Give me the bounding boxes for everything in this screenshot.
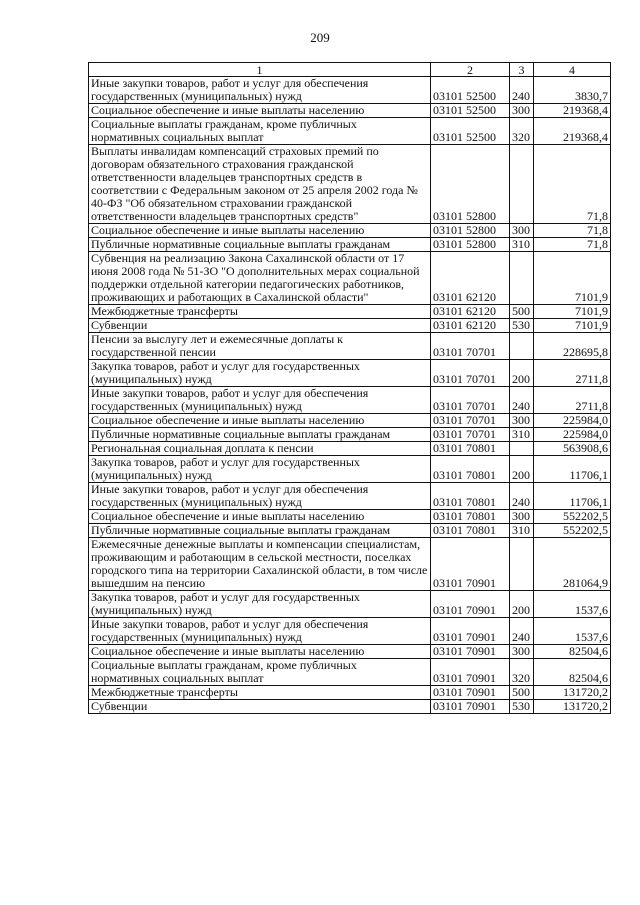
table-row [89, 414, 611, 428]
row-amount-cell: 11706,1 [534, 483, 611, 510]
table-row [89, 591, 611, 618]
row-amount-cell: 225984,0 [534, 428, 611, 442]
row-amount-cell: 71,8 [534, 238, 611, 252]
row-amount-cell: 131720,2 [534, 686, 611, 700]
row-expense-type-cell: 500 [510, 686, 534, 700]
row-code-cell: 03101 70901 [431, 591, 510, 618]
row-name-cell: Закупка товаров, работ и услуг для государственных (муниципальных) нужд [89, 360, 431, 387]
table-body [89, 77, 611, 714]
row-code-cell: 03101 70901 [431, 659, 510, 686]
row-name-cell: Публичные нормативные социальные выплаты гражданам [89, 524, 431, 538]
row-expense-type-cell: 500 [510, 305, 534, 319]
table-header-row [89, 63, 611, 77]
row-code-cell: 03101 70801 [431, 442, 510, 456]
row-expense-type-cell: 200 [510, 456, 534, 483]
table-row [89, 618, 611, 645]
row-expense-type-cell: 530 [510, 700, 534, 714]
column-header-2: 2 [431, 63, 510, 77]
row-expense-type-cell: 240 [510, 483, 534, 510]
row-code-cell: 03101 70901 [431, 538, 510, 591]
row-name-cell: Социальное обеспечение и иные выплаты населению [89, 224, 431, 238]
row-amount-cell: 1537,6 [534, 591, 611, 618]
row-amount-cell: 71,8 [534, 145, 611, 224]
row-expense-type-cell: 240 [510, 77, 534, 104]
row-expense-type-cell: 200 [510, 591, 534, 618]
row-code-cell: 03101 52800 [431, 145, 510, 224]
row-code-cell: 03101 62120 [431, 252, 510, 305]
row-amount-cell: 3830,7 [534, 77, 611, 104]
table-row [89, 659, 611, 686]
row-amount-cell: 7101,9 [534, 319, 611, 333]
row-name-cell: Выплаты инвалидам компенсаций страховых премий по договорам обязательного страхования гражданской ответственности владельцев транспортных средств в соответствии с Федеральным законом от 25 апреля 2002 года № 40-ФЗ "Об обязательном страховании гражданской ответственности владельцев транспортных средств" [89, 145, 431, 224]
row-expense-type-cell: 200 [510, 360, 534, 387]
table-row [89, 510, 611, 524]
row-code-cell: 03101 70701 [431, 414, 510, 428]
row-name-cell: Иные закупки товаров, работ и услуг для обеспечения государственных (муниципальных) нужд [89, 77, 431, 104]
row-amount-cell: 2711,8 [534, 360, 611, 387]
row-amount-cell: 11706,1 [534, 456, 611, 483]
row-amount-cell: 131720,2 [534, 700, 611, 714]
row-expense-type-cell: 300 [510, 224, 534, 238]
row-amount-cell: 228695,8 [534, 333, 611, 360]
row-code-cell: 03101 70801 [431, 483, 510, 510]
row-expense-type-cell: 320 [510, 659, 534, 686]
table-row [89, 333, 611, 360]
row-name-cell: Пенсии за выслугу лет и ежемесячные доплаты к государственной пенсии [89, 333, 431, 360]
row-name-cell: Региональная социальная доплата к пенсии [89, 442, 431, 456]
table-row [89, 77, 611, 104]
row-name-cell: Иные закупки товаров, работ и услуг для обеспечения государственных (муниципальных) нужд [89, 387, 431, 414]
row-name-cell: Закупка товаров, работ и услуг для государственных (муниципальных) нужд [89, 456, 431, 483]
column-header-4: 4 [534, 63, 611, 77]
row-expense-type-cell: 300 [510, 510, 534, 524]
row-code-cell: 03101 70801 [431, 456, 510, 483]
row-expense-type-cell [510, 145, 534, 224]
row-amount-cell: 7101,9 [534, 305, 611, 319]
row-code-cell: 03101 52500 [431, 104, 510, 118]
row-name-cell: Социальное обеспечение и иные выплаты населению [89, 510, 431, 524]
row-amount-cell: 7101,9 [534, 252, 611, 305]
row-amount-cell: 552202,5 [534, 524, 611, 538]
table-row [89, 305, 611, 319]
table-row [89, 456, 611, 483]
row-expense-type-cell [510, 333, 534, 360]
row-code-cell: 03101 70901 [431, 645, 510, 659]
row-code-cell: 03101 52500 [431, 77, 510, 104]
row-expense-type-cell: 300 [510, 104, 534, 118]
row-expense-type-cell: 310 [510, 238, 534, 252]
row-name-cell: Социальные выплаты гражданам, кроме публичных нормативных социальных выплат [89, 118, 431, 145]
row-name-cell: Иные закупки товаров, работ и услуг для обеспечения государственных (муниципальных) нужд [89, 618, 431, 645]
row-code-cell: 03101 62120 [431, 319, 510, 333]
row-amount-cell: 563908,6 [534, 442, 611, 456]
row-amount-cell: 2711,8 [534, 387, 611, 414]
page-number: 209 [310, 30, 330, 45]
row-name-cell: Иные закупки товаров, работ и услуг для обеспечения государственных (муниципальных) нужд [89, 483, 431, 510]
table-row [89, 428, 611, 442]
row-expense-type-cell: 240 [510, 618, 534, 645]
row-name-cell: Закупка товаров, работ и услуг для государственных (муниципальных) нужд [89, 591, 431, 618]
row-expense-type-cell: 310 [510, 524, 534, 538]
table-row [89, 645, 611, 659]
row-code-cell: 03101 52500 [431, 118, 510, 145]
row-name-cell: Публичные нормативные социальные выплаты гражданам [89, 428, 431, 442]
row-amount-cell: 82504,6 [534, 645, 611, 659]
row-name-cell: Социальные выплаты гражданам, кроме публичных нормативных социальных выплат [89, 659, 431, 686]
row-expense-type-cell: 530 [510, 319, 534, 333]
row-code-cell: 03101 70701 [431, 333, 510, 360]
row-name-cell: Публичные нормативные социальные выплаты гражданам [89, 238, 431, 252]
table-row [89, 118, 611, 145]
table-row [89, 524, 611, 538]
row-name-cell: Межбюджетные трансферты [89, 686, 431, 700]
row-name-cell: Социальное обеспечение и иные выплаты населению [89, 645, 431, 659]
row-code-cell: 03101 52800 [431, 238, 510, 252]
table-row [89, 360, 611, 387]
row-code-cell: 03101 70801 [431, 524, 510, 538]
row-name-cell: Субвенции [89, 319, 431, 333]
table-row [89, 700, 611, 714]
row-expense-type-cell: 310 [510, 428, 534, 442]
row-code-cell: 03101 70901 [431, 700, 510, 714]
table-row [89, 319, 611, 333]
table-row [89, 538, 611, 591]
row-amount-cell: 225984,0 [534, 414, 611, 428]
table-row [89, 238, 611, 252]
row-expense-type-cell [510, 538, 534, 591]
row-expense-type-cell: 320 [510, 118, 534, 145]
table-row [89, 104, 611, 118]
row-expense-type-cell: 300 [510, 645, 534, 659]
table-row [89, 387, 611, 414]
row-code-cell: 03101 70701 [431, 428, 510, 442]
row-code-cell: 03101 62120 [431, 305, 510, 319]
row-code-cell: 03101 70701 [431, 360, 510, 387]
row-name-cell: Социальное обеспечение и иные выплаты населению [89, 104, 431, 118]
row-amount-cell: 219368,4 [534, 118, 611, 145]
row-name-cell: Субвенции [89, 700, 431, 714]
table-row [89, 224, 611, 238]
row-expense-type-cell [510, 252, 534, 305]
row-name-cell: Социальное обеспечение и иные выплаты населению [89, 414, 431, 428]
row-amount-cell: 281064,9 [534, 538, 611, 591]
table-row [89, 252, 611, 305]
row-code-cell: 03101 70901 [431, 686, 510, 700]
table-row [89, 483, 611, 510]
row-amount-cell: 71,8 [534, 224, 611, 238]
row-amount-cell: 82504,6 [534, 659, 611, 686]
row-code-cell: 03101 70701 [431, 387, 510, 414]
row-code-cell: 03101 52800 [431, 224, 510, 238]
row-amount-cell: 552202,5 [534, 510, 611, 524]
table-row [89, 145, 611, 224]
table-row [89, 686, 611, 700]
table-row [89, 442, 611, 456]
row-code-cell: 03101 70901 [431, 618, 510, 645]
row-amount-cell: 219368,4 [534, 104, 611, 118]
row-code-cell: 03101 70801 [431, 510, 510, 524]
column-header-3: 3 [510, 63, 534, 77]
budget-table [88, 62, 611, 714]
row-expense-type-cell: 300 [510, 414, 534, 428]
row-name-cell: Межбюджетные трансферты [89, 305, 431, 319]
row-name-cell: Ежемесячные денежные выплаты и компенсации специалистам, проживающим и работающим в сельской местности, поселках городского типа на территории Сахалинской области, в том числе вышедшим на пенсию [89, 538, 431, 591]
row-name-cell: Субвенция на реализацию Закона Сахалинской области от 17 июня 2008 года № 51-ЗО "О дополнительных мерах социальной поддержки отдельной категории педагогических работников, проживающих и работающих в Сахалинской области" [89, 252, 431, 305]
row-expense-type-cell: 240 [510, 387, 534, 414]
row-expense-type-cell [510, 442, 534, 456]
row-amount-cell: 1537,6 [534, 618, 611, 645]
column-header-1: 1 [89, 63, 431, 77]
